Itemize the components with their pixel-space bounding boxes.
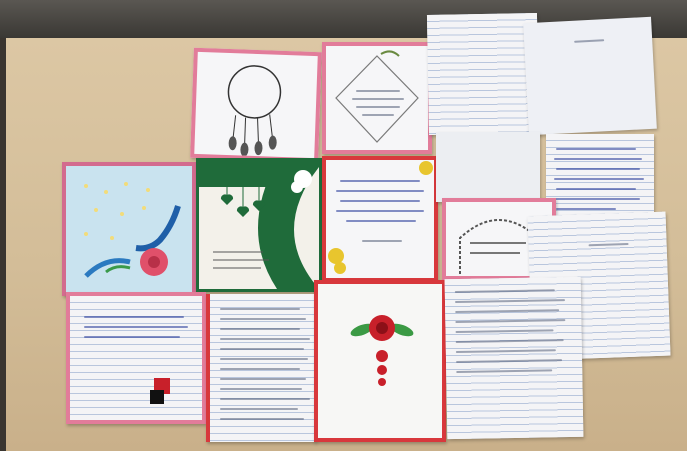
blank-page-top-2: [523, 17, 657, 136]
handwritten-page-bottom: [206, 294, 316, 442]
peacock-drawing: [66, 166, 192, 292]
blank-page-middle: [436, 132, 540, 202]
dreamcatcher-drawing-sheet: [190, 48, 322, 162]
red-flower-cover: [314, 280, 446, 442]
green-hearts-drawing: [199, 161, 319, 289]
printed-title-sheet: [322, 156, 438, 282]
dreamcatcher-drawing: [194, 52, 317, 158]
bottom-left-text-page: [66, 292, 206, 424]
peacock-cover-sheet: [62, 162, 196, 296]
yellow-flowers-drawing: [326, 160, 434, 278]
red-black-squares-drawing: [148, 374, 188, 414]
lined-page-top-1: [427, 13, 539, 135]
diamond-text-sheet: [322, 42, 432, 154]
red-flower-drawing: [318, 284, 442, 438]
green-hearts-cover: [196, 158, 322, 292]
long-lined-page-bottom-right: [445, 277, 584, 439]
